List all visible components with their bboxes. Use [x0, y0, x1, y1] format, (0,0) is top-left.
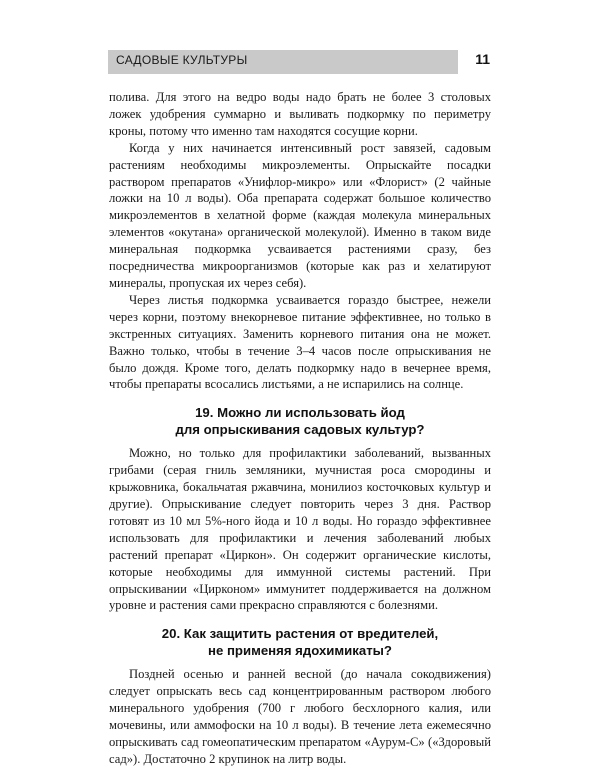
- section-20-heading-line1: 20. Как защитить растения от вредителей,: [161, 626, 439, 642]
- section-20-heading: [109, 625, 491, 659]
- section-19-heading: [109, 404, 491, 438]
- page-body: [109, 89, 491, 768]
- section-19-heading-line2: для опрыскивания садовых культур?: [175, 422, 425, 438]
- section-20-text: Поздней осенью и ранней весной (до начала сокодвижения) следует опрыскать весь сад концентрированным раствором любого минерального удобрения (700 г любого бесхлорного калия, или мочевины, или аммофоски на 10 л воды). В течение лета ежемесячно опрыскивать сад гомеопатическим препаратом «Аурум-С» («Здоровый сад»). Достаточно 2 крупинок на литр воды.: [109, 667, 491, 766]
- section-19-heading-line1: 19. Можно ли использовать йод: [195, 405, 405, 421]
- running-title: САДОВЫЕ КУЛЬТУРЫ: [116, 53, 248, 67]
- paragraph-continued: полива. Для этого на ведро воды надо брать не более 3 столовых ложек удобрения суммарно и выливать подкормку по периметру кроны, потому что именно там находятся сосущие корни.: [109, 90, 491, 138]
- page-number: 11: [475, 51, 490, 67]
- section-20-heading-line2: не применяя ядохимикаты?: [207, 643, 392, 659]
- paragraph-microelements: Когда у них начинается интенсивный рост завязей, садовым растениям необходимы микроэлементы. Опрыскайте посадки раствором препаратов «Унифлор-микро» или «Флорист» (2 чайные ложки на 10 л воды). Оба препарата содержат большое количество микроэлементов в хелатной форме (каждая молекула минеральных элементов «окутана» органической молекулой). Именно в таком виде минеральная подкормка усваивается растениями сразу, без посредничества микроорганизмов (которые как раз и хелатируют минералы, пропуская их через себя).: [109, 140, 491, 290]
- section-19-text: Можно, но только для профилактики заболеваний, вызванных грибами (серая гниль земляники, мучнистая роса смородины и крыжовника, бокальчатая ржавчина, монилиоз косточковых культур и другие). Опрыскивание следует повторить через 3 дня. Раствор готовят из 10 мл 5%-ного йода и 10 л воды. Но гораздо эффективнее использовать для профилактики и лечения заболеваний любых растений препарат «Циркон». Он содержит органические кислоты, которые необходимы для иммунной системы растений. При опрыскивании «Цирконом» иммунитет поддерживается на должном уровне и растения сами прекрасно справляются с болезнями.: [109, 446, 491, 613]
- paragraph-foliar-feeding: Через листья подкормка усваивается гораздо быстрее, нежели через корни, поэтому внекорневое питание эффективнее, но только в экстренных ситуациях. Заменить корневого питания она не может. Важно только, чтобы в течение 3–4 часов после опрыскивания не было дождя. Кроме того, делать подкормку надо в вечернее время, чтобы препараты всосались листьями, а не испарились на солнце.: [109, 292, 491, 392]
